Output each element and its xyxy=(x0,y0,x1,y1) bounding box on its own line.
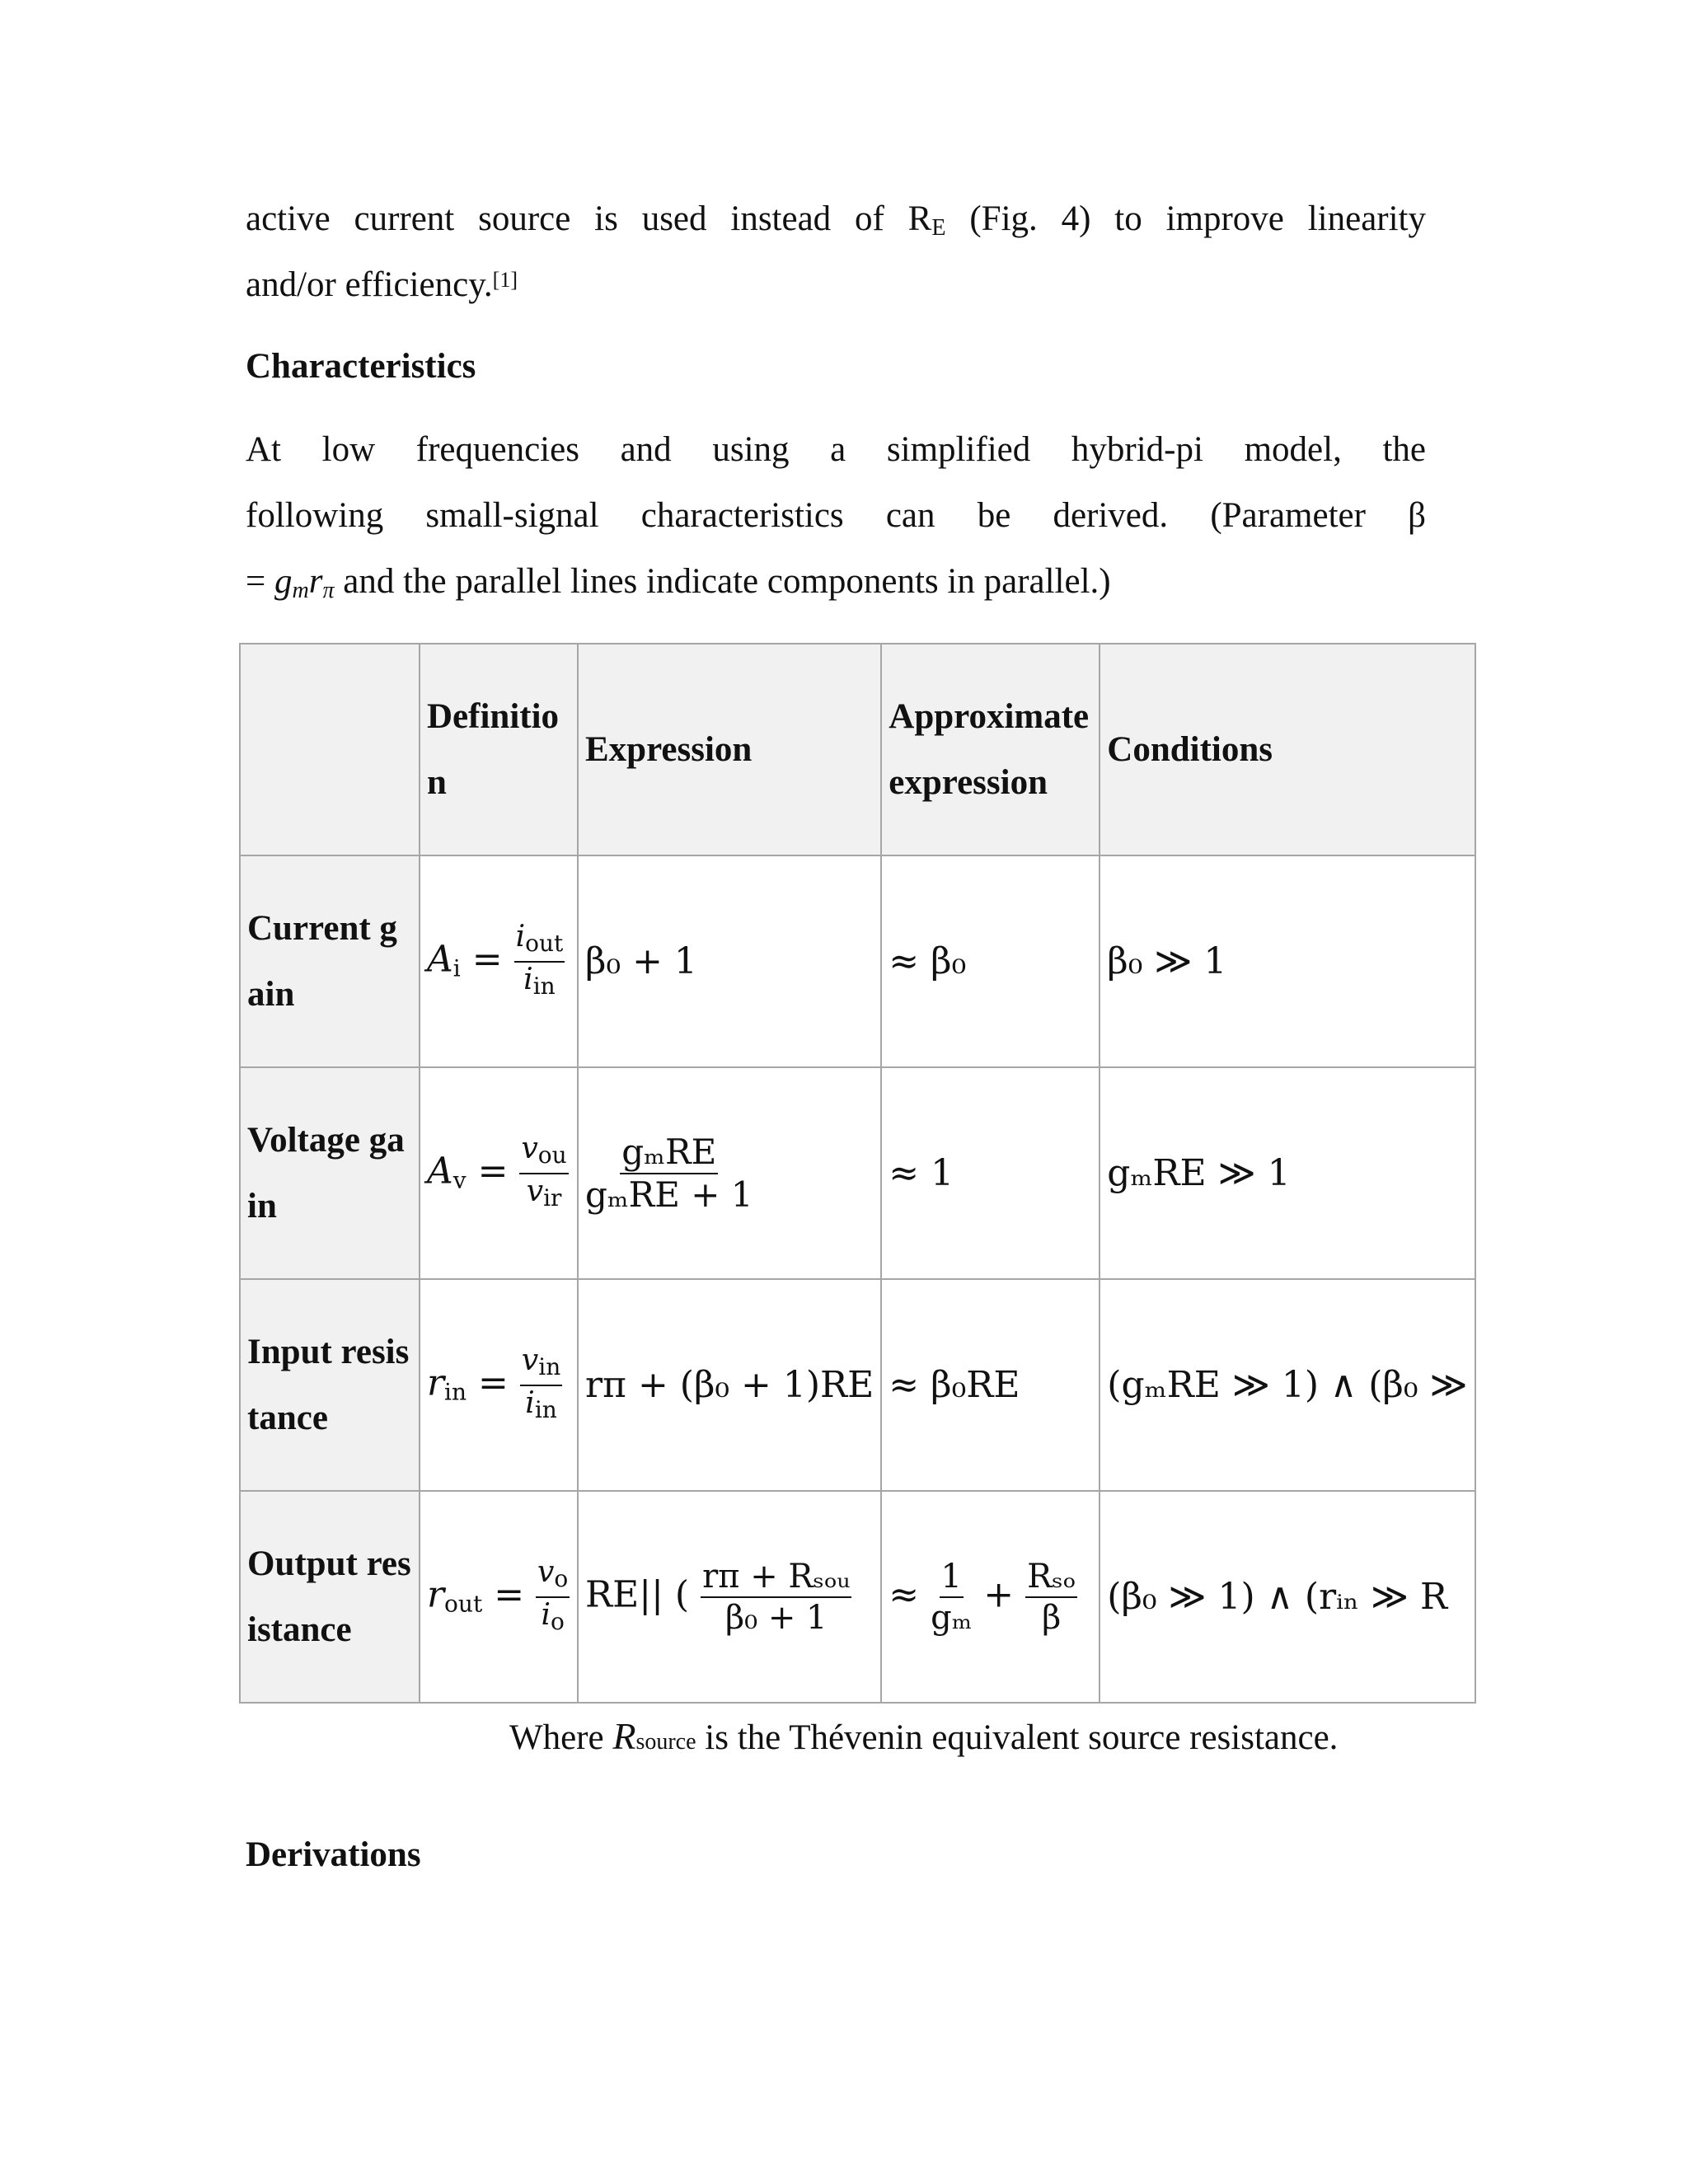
table-row xyxy=(240,1279,1475,1491)
condition-cell: gₘRE ≫ 1 xyxy=(1100,1067,1475,1279)
caption-post: is the Thévenin equivalent source resistance. xyxy=(696,1718,1339,1757)
table-row xyxy=(240,1067,1475,1279)
approx-num-2: Rₛₒ xyxy=(1025,1557,1077,1598)
header-definition: Definition xyxy=(420,644,578,855)
header-expression: Expression xyxy=(578,644,881,855)
intro-line-1-rest: (Fig. 4) to improve linearity xyxy=(945,199,1426,238)
def-lhs-sub: out xyxy=(444,1590,483,1617)
expression-cell: rπ + (β₀ + 1)RE xyxy=(578,1279,881,1491)
def-num-sub: ou xyxy=(537,1141,567,1169)
rsource-letter: R xyxy=(612,1715,636,1757)
rsource-subscript: source xyxy=(635,1729,696,1755)
intro-line-1 xyxy=(246,186,1426,261)
def-num: i xyxy=(515,919,526,954)
definition-fraction xyxy=(519,1132,568,1216)
header-conditions: Conditions xyxy=(1100,644,1475,855)
def-lhs: A xyxy=(427,938,453,980)
para-line-1: At low frequencies and using a simplified hybrid-pi model, the xyxy=(246,430,1426,469)
expr-num: gₘRE xyxy=(620,1132,718,1174)
def-num: v xyxy=(521,1131,538,1165)
re-subscript: E xyxy=(931,215,946,241)
intro-line-1-text: active current source is used instead of R xyxy=(246,199,932,238)
condition-cell: β₀ ≫ 1 xyxy=(1100,855,1475,1067)
def-den-sub: ir xyxy=(543,1183,562,1212)
table-row xyxy=(240,855,1475,1067)
table-caption xyxy=(509,1714,1338,1758)
def-num-sub: out xyxy=(525,929,564,957)
approx-cell: ≈ β₀ xyxy=(881,855,1100,1067)
expr-den: gₘRE + 1 xyxy=(585,1174,753,1215)
row-label-voltage-gain: Voltage gain xyxy=(240,1067,420,1279)
table-row xyxy=(240,1491,1475,1703)
def-num: v xyxy=(537,1554,555,1589)
row-label-current-gain: Current gain xyxy=(240,855,420,1067)
def-lhs: r xyxy=(427,1361,445,1404)
def-den: i xyxy=(525,1385,535,1420)
def-den: v xyxy=(526,1174,544,1208)
condition-cell: (β₀ ≫ 1) ∧ (rᵢₙ ≫ R xyxy=(1100,1491,1475,1703)
derivations-heading: Derivations xyxy=(246,1835,421,1874)
def-lhs-sub: in xyxy=(444,1378,467,1405)
para-line-3-rest: and the parallel lines indicate components in parallel.) xyxy=(334,562,1111,601)
def-den: i xyxy=(523,962,533,996)
approx-plus: + xyxy=(983,1573,1015,1615)
reference-link[interactable]: [1] xyxy=(492,268,518,292)
expression-fraction xyxy=(701,1557,851,1638)
definition-cell: $A_i$ = $\frac{i_{out}}{i_{in}}$ xyxy=(420,855,578,1067)
section-heading: Characteristics xyxy=(246,347,476,386)
def-den: i xyxy=(541,1597,551,1632)
definition-cell: $A_v$ = $\frac{v_{ou}}{v_{ir}}$ xyxy=(420,1067,578,1279)
approx-pre: ≈ xyxy=(889,1573,920,1615)
approx-den-2: β xyxy=(1042,1598,1062,1637)
characteristics-table xyxy=(239,643,1476,1704)
para-line-3 xyxy=(246,549,1426,624)
caption-pre: Where xyxy=(509,1718,613,1757)
def-num-sub: in xyxy=(538,1352,561,1380)
approx-cell xyxy=(881,1491,1100,1703)
intro-line-2-text: and/or efficiency. xyxy=(246,265,493,304)
expression-fraction xyxy=(585,1132,753,1216)
def-num-sub: o xyxy=(554,1564,569,1592)
row-label-input-resistance: Input resistance xyxy=(240,1279,420,1491)
expression-cell: β₀ + 1 xyxy=(578,855,881,1067)
expr-num: rπ + Rₛₒᵤ xyxy=(701,1557,851,1598)
approx-cell: ≈ β₀RE xyxy=(881,1279,1100,1491)
approx-fraction-2 xyxy=(1025,1557,1077,1638)
r-subscript: π xyxy=(322,578,335,603)
definition-fraction xyxy=(520,1343,562,1427)
def-den-sub: in xyxy=(534,1395,557,1423)
def-den-sub: o xyxy=(550,1607,565,1635)
expression-cell xyxy=(578,1491,881,1703)
table-header-row xyxy=(240,644,1475,855)
gm-subscript: m xyxy=(292,578,309,603)
def-lhs-sub: v xyxy=(452,1166,467,1193)
approx-den-1: gₘ xyxy=(931,1598,973,1637)
def-num: v xyxy=(521,1343,539,1377)
definition-fraction xyxy=(536,1555,570,1639)
definition-fraction xyxy=(514,920,565,1004)
approx-num-1: 1 xyxy=(940,1557,964,1598)
def-lhs: r xyxy=(427,1573,445,1615)
approx-fraction-1 xyxy=(931,1557,972,1638)
condition-cell: (gₘRE ≫ 1) ∧ (β₀ ≫ xyxy=(1100,1279,1475,1491)
gm-symbol: g xyxy=(274,562,293,601)
def-den-sub: in xyxy=(532,972,556,1000)
header-approximate: Approximate expression xyxy=(881,644,1100,855)
approx-cell: ≈ 1 xyxy=(881,1067,1100,1279)
row-label-output-resistance: Output resistance xyxy=(240,1491,420,1703)
para-line-2: following small-signal characteristics can be derived. (Parameter β xyxy=(246,496,1426,535)
expr-den: β₀ + 1 xyxy=(724,1598,828,1637)
def-lhs: A xyxy=(427,1150,453,1192)
rsource-symbol xyxy=(612,1715,696,1757)
expr-pre: RE|| ( xyxy=(585,1573,690,1615)
definition-cell: $r_{in}$ = $\frac{v_{in}}{i_{in}}$ xyxy=(420,1279,578,1491)
r-symbol: r xyxy=(308,562,323,601)
definition-cell: $r_{out}$ = $\frac{v_o}{i_o}$ xyxy=(420,1491,578,1703)
para-line-3-pre: = xyxy=(246,562,275,601)
intro-line-2 xyxy=(246,252,1426,318)
header-empty xyxy=(240,644,420,855)
expression-cell xyxy=(578,1067,881,1279)
def-lhs-sub: i xyxy=(452,954,461,982)
